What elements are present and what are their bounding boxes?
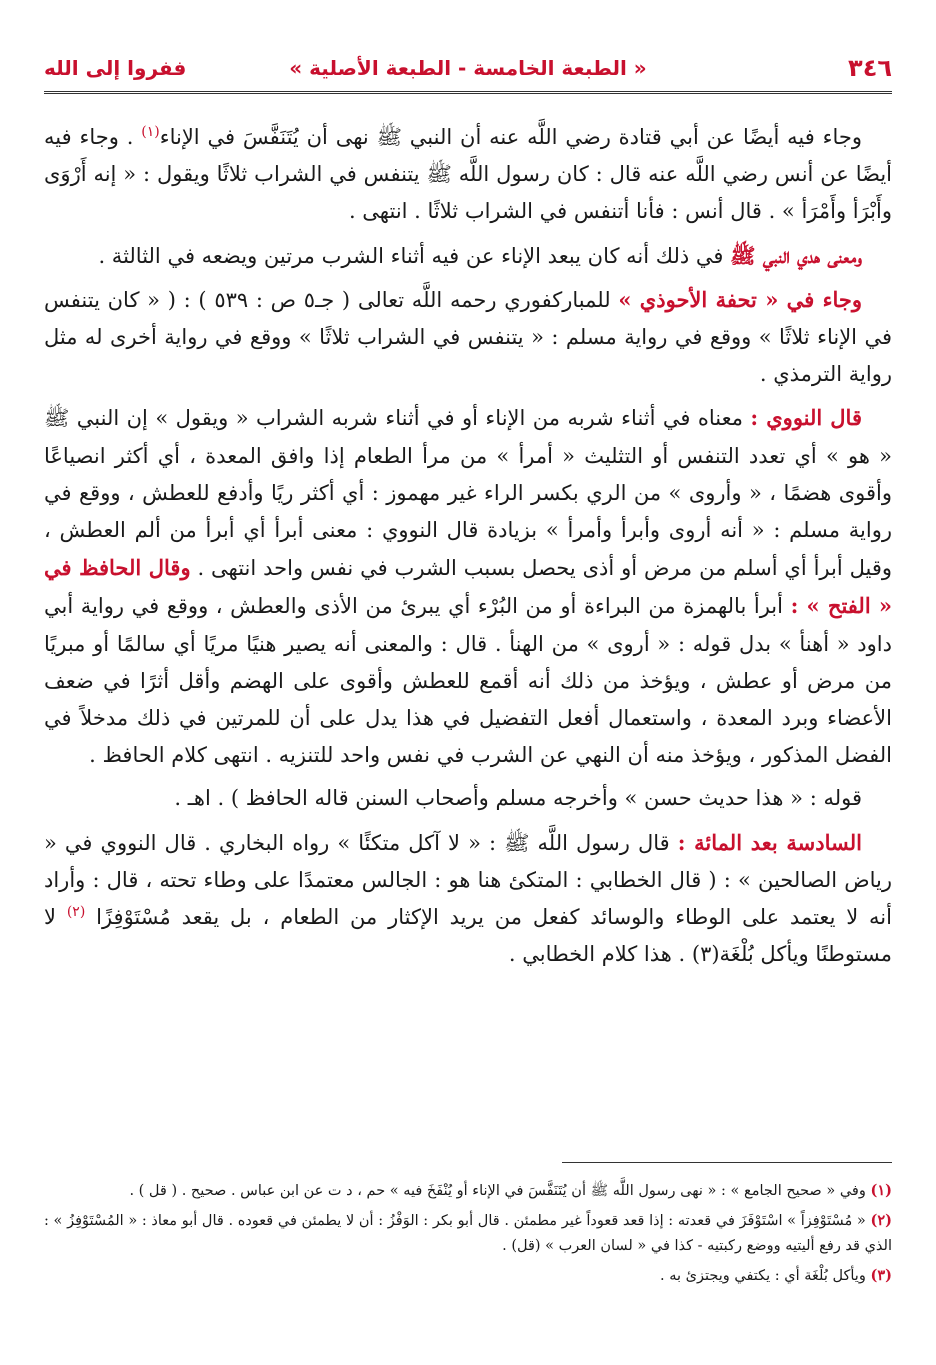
paragraph-text: وجاء فيه أيضًا عن أبي قتادة رضي اللَّه عنه أن النبي ﷺ نهى أن يُتَنَفَّسَ في الإناء: [159, 125, 863, 149]
footnote-number: (١): [870, 1182, 892, 1199]
footnote-ref[interactable]: (١): [141, 124, 160, 140]
footnote: [44, 1263, 892, 1289]
paragraph-text: قال رسول اللَّه ﷺ : « لا آكل متكئًا » رواه البخاري . قال النووي في « رياض الصالحين » : ( قال الخطابي : المتكئ هنا هو : الجالس معتمدًا على وطاء تحته ، قال : وأراد أنه لا يعتمد على الوطاء والوسائد كفعل من يريد الإكثار من الطعام ، بل يقعد مُسْتَوْفِزًا: [44, 830, 892, 930]
paragraph-tail: لا مستوطنًا ويأكل بُلْغَة(٣) . هذا كلام الخطابي .: [44, 905, 892, 967]
footnote-text: وفي « صحيح الجامع » : « نهى رسول اللَّه ﷺ أن يُتَنَفَّسَ في الإناء أو يُنْفَخَ فيه » حم ، د ت عن ابن عباس . صحيح . ( قل ) .: [129, 1183, 866, 1199]
paragraph-text: في ذلك أنه كان يبعد الإناء عن فيه أثناء الشرب مرتين ويضعه في الثالثة .: [98, 243, 731, 268]
paragraph: [44, 399, 892, 774]
footnote-ref[interactable]: (٢): [66, 904, 86, 921]
page-header: [44, 52, 892, 94]
footnote: [44, 1208, 892, 1259]
paragraph-lead: ومعنى هدي النبي ﷺ: [730, 242, 862, 268]
paragraph-lead: قال النووي :: [750, 405, 862, 431]
main-text: [44, 118, 892, 979]
paragraph-text: للمباركفوري رحمه اللَّه تعالى ( جـ٥ ص : ٥٣٩ ) : ( « كان يتنفس في الإناء ثلاثًا » ووقع في رواية مسلم : « يتنفس في الشراب ثلاثًا » ووقع في رواية أخرى له مثل رواية الترمذي .: [44, 287, 892, 387]
footnote-text: ويأكل بُلْغَة أي : يكتفي ويجتزئ به .: [659, 1268, 866, 1284]
header-rule: [44, 91, 892, 94]
edition-label: « الطبعة الخامسة - الطبعة الأصلية »: [289, 56, 647, 80]
paragraph: [44, 780, 892, 817]
paragraph: [44, 281, 892, 394]
paragraph: [44, 237, 892, 275]
paragraph-text: معناه في أثناء شربه من الإناء أو في أثناء شربه الشراب « ويقول » إن النبي ﷺ « هو » أي تعدد التنفس أو التثليث « أمرأ » من مرأ الطعام إذا وافق المعدة ، أي أكثر انصياعًا وأقوى هضمًا ، « وأروى » من الري بكسر الراء غير مهموز : أي أكثر ريًا وأدفع للعطش ، ووقع في رواية مسلم : « أنه أروى وأبرأ وأمرأ » بزيادة قال النووي : معنى أبرأ أي أبرأ من ألم العطش ، وقيل أبرأ أي أسلم من مرض أو أذى يحصل بسبب الشرب في نفس واحد انتهى .: [44, 406, 892, 581]
paragraph-lead: وقال الحافظ في « الفتح » :: [44, 555, 893, 619]
footnote: [44, 1178, 892, 1204]
page-number: ٣٤٦: [848, 54, 892, 82]
footnote-number: (٣): [870, 1267, 892, 1284]
footnote-text: « مُسْتَوْفِزاً » اسْتَوْفَزَ في قعدته : إذا قعد قعوداً غير مطمئن . قال أبو بكر : الوَفْزُ : أن لا يطمئن في قعوده . قال أبو معاذ : « المُسْتَوْفِزُ » : الذي قد رفع أليتيه ووضع ركبتيه - كذا في « لسان العرب » (قل) .: [44, 1213, 892, 1254]
paragraph: [44, 824, 892, 974]
running-title: ففروا إلى الله: [44, 56, 187, 80]
paragraph-text: أبرأ بالهمزة من البراءة أو من البُرْء أي يبرئ من الأذى والعطش ، ووقع في رواية أبي داود « أهنأ » بدل قوله : « أروى » من الهنأ . قال : والمعنى أنه يصير هنيًا مريًا أي سالمًا أو مبريًا من مرض أو عطش ، ويؤخذ من ذلك أنه أقمع للعطش وأقوى على الهضم وأقل أثرًا في ضعف الأعضاء وبرد المعدة ، واستعمال أفعل التفضيل في هذا يدل على أن للمرتين في ذلك مدخلاً في الفضل المذكور ، ويؤخذ منه أن النهي عن الشرب في نفس واحد للتنزيه . انتهى كلام الحافظ .: [44, 594, 892, 768]
footnote-separator: [562, 1162, 892, 1163]
paragraph-lead: وجاء في « تحفة الأحوذي »: [618, 286, 862, 312]
paragraph-lead: السادسة بعد المائة :: [677, 829, 862, 855]
paragraph-text: قوله : « هذا حديث حسن » وأخرجه مسلم وأصحاب السنن قاله الحافظ ) . اهـ .: [174, 786, 862, 811]
paragraph-tail: . وجاء فيه أيضًا عن أنس رضي اللَّه عنه قال : كان رسول اللَّه ﷺ يتنفس في الشراب ثلاثًا ويقول : « إنه أَرْوَى وأَبْرَأ وأَمْرَأ » . قال أنس : فأنا أتنفس في الشراب ثلاثًا . انتهى .: [44, 125, 892, 224]
footnote-number: (٢): [870, 1212, 893, 1229]
footnotes: [44, 1178, 892, 1293]
book-page: [44, 0, 892, 1365]
paragraph: [44, 118, 892, 231]
